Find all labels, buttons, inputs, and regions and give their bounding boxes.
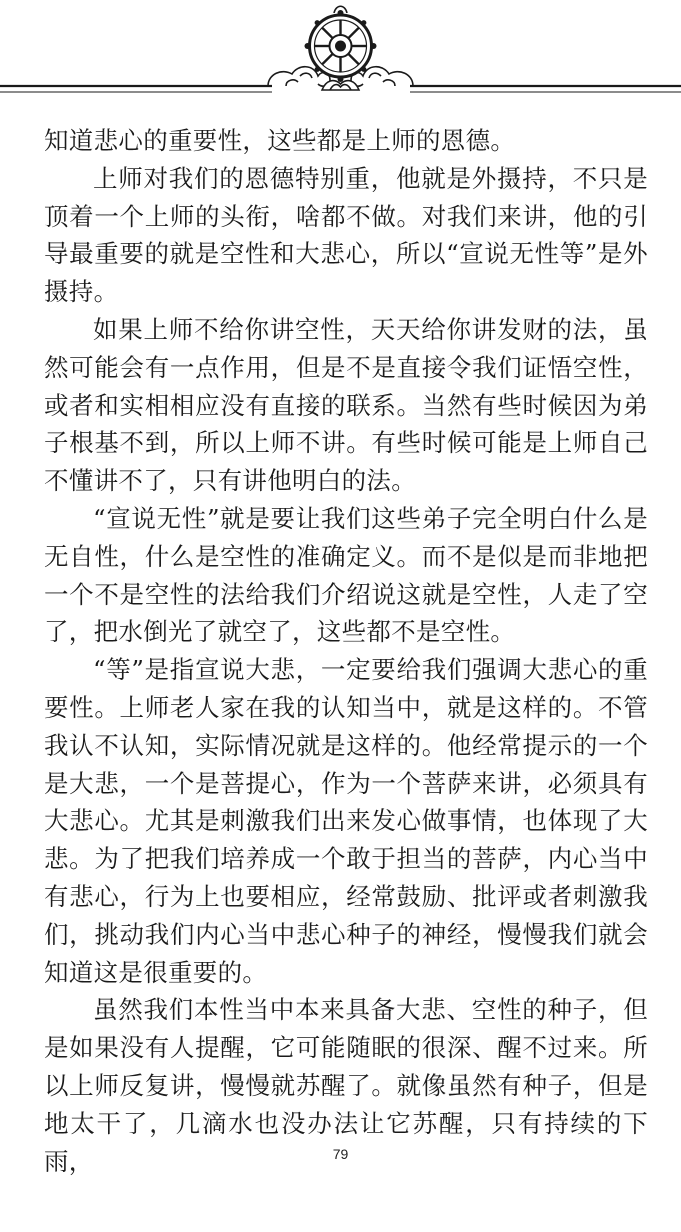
page-body: [44, 122, 648, 1180]
paragraph: “等”是指宣说大悲，一定要给我们强调大悲心的重要性。上师老人家在我的认知当中，就是这样的。不管我认不认知，实际情况就是这样的。他经常提示的一个是大悲，一个是菩提心，作为一个菩萨来讲，必须具有大悲心。尤其是刺激我们出来发心做事情，也体现了大悲。为了把我们培养成一个敢于担当的菩萨，内心当中有悲心，行为上也要相应，经常鼓励、批评或者刺激我们，挑动我们内心当中悲心种子的神经，慢慢我们就会知道这是很重要的。: [44, 655, 648, 987]
page-header-ornament: [0, 0, 681, 110]
lotus-base-icon: [322, 81, 359, 90]
paragraph: “宣说无性”就是要让我们这些弟子完全明白什么是无自性，什么是空性的准确定义。而不是似是而非地把一个不是空性的法给我们介绍说这就是空性，人走了空了，把水倒光了就空了，这些都不是空性。: [44, 503, 648, 647]
page-number: 79: [332, 1146, 349, 1162]
paragraph: 上师对我们的恩德特别重，他就是外摄持，不只是顶着一个上师的头衔，啥都不做。对我们来讲，他的引导最重要的就是空性和大悲心，所以“宣说无性等”是外摄持。: [44, 163, 648, 307]
paragraph: 知道悲心的重要性，这些都是上师的恩德。: [44, 126, 516, 155]
paragraph: 虽然我们本性当中本来具备大悲、空性的种子，但是如果没有人提醒，它可能随眠的很深、醒不过来。所以上师反复讲，慢慢就苏醒了。就像虽然有种子，但是地太干了，几滴水也没办法让它苏醒，只有持续的下雨，: [44, 995, 648, 1176]
dharma-wheel-icon: [305, 6, 377, 82]
paragraph: 如果上师不给你讲空性，天天给你讲发财的法，虽然可能会有一点作用，但是不是直接令我们证悟空性，或者和实相相应没有直接的联系。当然有些时候因为弟子根基不到，所以上师不讲。有些时候可能是上师自己不懂讲不了，只有讲他明白的法。: [44, 314, 648, 496]
